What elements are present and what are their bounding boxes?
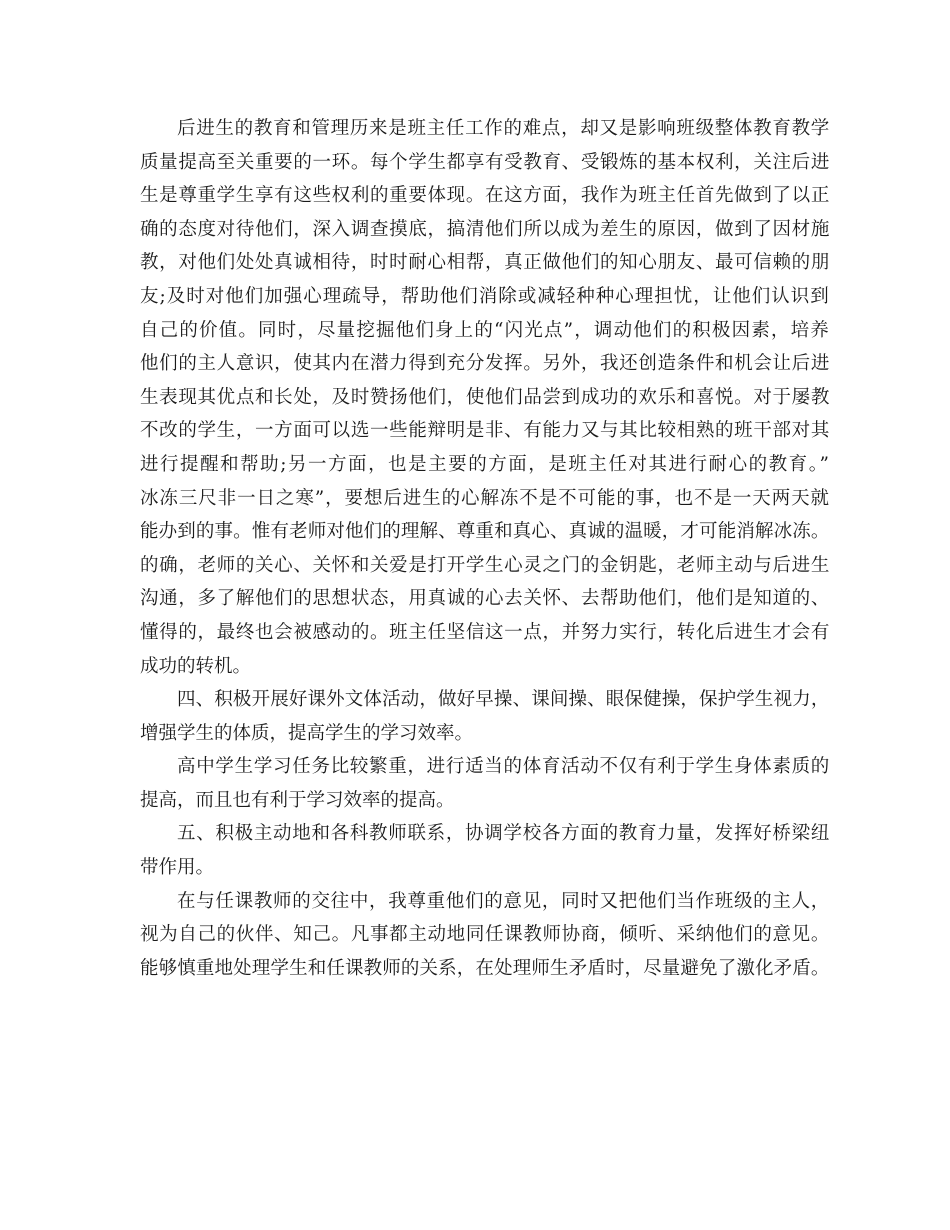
document-body <box>140 112 830 985</box>
text-line: 沟通，多了解他们的思想状态，用真诚的心去关怀、去帮助他们，他们是知道的、 <box>140 588 831 610</box>
text-line: 冰冻三尺非一日之寒”，要想后进生的心解冻不是不可能的事，也不是一天两天就 <box>140 487 830 509</box>
text-line: 他们的主人意识，使其内在潜力得到充分发挥。另外，我还创造条件和机会让后进 <box>140 353 831 375</box>
text-line: 友;及时对他们加强心理疏导，帮助他们消除或减轻种种心理担忧，让他们认识到 <box>140 285 830 307</box>
paragraph-first-line: 后进生的教育和管理历来是班主任工作的难点，却又是影响班级整体教育教学 <box>177 118 831 139</box>
text-line: 不改的学生，一方面可以选一些能辩明是非、有能力又与其比较相熟的班干部对其 <box>140 420 831 442</box>
text-line: 质量提高至关重要的一环。每个学生都享有受教育、受锻炼的基本权利，关注后进 <box>140 151 831 173</box>
text-line: 教，对他们处处真诚相待，时时耐心相帮，真正做他们的知心朋友、最可信赖的朋 <box>140 252 831 274</box>
paragraph-first-line: 高中学生学习任务比较繁重，进行适当的体育活动不仅有利于学生身体素质的 <box>177 756 831 778</box>
text-line: 视为自己的伙伴、知己。凡事都主动地同任课教师协商，倾听、采纳他们的意见。 <box>140 924 831 946</box>
text-line: 的确，老师的关心、关怀和关爱是打开学生心灵之门的金钥匙，老师主动与后进生 <box>140 554 831 576</box>
text-line: 生是尊重学生享有这些权利的重要体现。在这方面，我作为班主任首先做到了以正 <box>140 185 831 207</box>
text-line: 成功的转机。 <box>140 655 252 677</box>
text-line: 增强学生的体质，提高学生的学习效率。 <box>140 722 474 744</box>
text-line: 带作用。 <box>140 857 215 879</box>
text-line: 自己的价值。同时，尽量挖掘他们身上的“闪光点”，调动他们的积极因素，培养 <box>140 319 830 341</box>
text-line: 能够慎重地处理学生和任课教师的关系，在处理师生矛盾时，尽量避免了激化矛盾。 <box>140 957 830 979</box>
text-line: 生表现其优点和长处，及时赞扬他们，使他们品尝到成功的欢乐和喜悦。对于屡教 <box>140 386 831 408</box>
paragraph-first-line: 五、积极主动地和各科教师联系，协调学校各方面的教育力量，发挥好桥梁纽 <box>177 823 831 845</box>
text-line: 能办到的事。惟有老师对他们的理解、尊重和真心、真诚的温暖，才可能消解冰冻。 <box>140 521 830 543</box>
text-line: 确的态度对待他们，深入调查摸底，搞清他们所以成为差生的原因，做到了因材施 <box>140 218 831 240</box>
paragraph-first-line: 在与任课教师的交往中，我尊重他们的意见，同时又把他们当作班级的主人， <box>177 890 831 912</box>
paragraph-first-line: 四、积极开展好课外文体活动，做好早操、课间操、眼保健操，保护学生视力， <box>177 689 830 711</box>
text-line: 提高，而且也有利于学习效率的提高。 <box>140 789 455 811</box>
text-line: 懂得的，最终也会被感动的。班主任坚信这一点，并努力实行，转化后进生才会有 <box>140 621 831 643</box>
text-line: 进行提醒和帮助;另一方面，也是主要的方面，是班主任对其进行耐心的教育。” <box>140 453 831 475</box>
